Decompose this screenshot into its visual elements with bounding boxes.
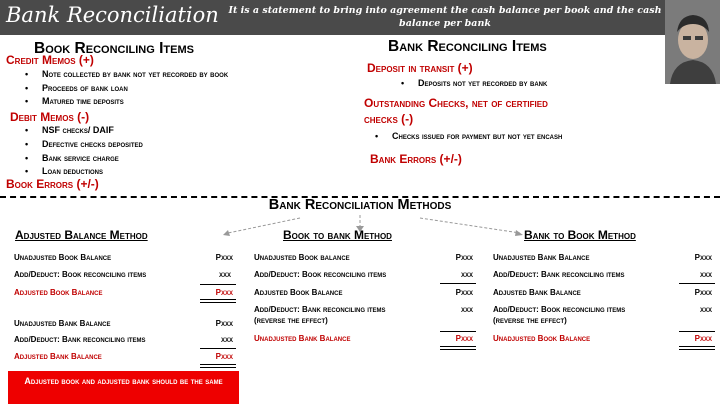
b2b-row-label: Add/Deduct: Bank reconciling items	[254, 305, 386, 314]
underline	[440, 283, 476, 284]
adj-row-value: Pxxx	[215, 352, 233, 361]
debit-item: • Loan deductions	[42, 166, 103, 176]
bank-to-book-heading: Bank to Book Method	[524, 228, 636, 242]
bk2b-row-label: Add/Deduct: Book reconciling items	[493, 305, 626, 314]
adj-row-label: Unadjusted Book Balance	[14, 253, 112, 262]
credit-memos-heading: Credit Memos (+)	[6, 53, 94, 67]
double-underline	[200, 299, 236, 303]
debit-item: • Bank service charge	[42, 153, 119, 163]
b2b-row-label: Unadjusted Book balance	[254, 253, 350, 262]
bk2b-row-value: Pxxx	[694, 253, 712, 262]
methods-heading: Bank Reconciliation Methods	[268, 197, 452, 213]
debit-memos-heading: Debit Memos (-)	[10, 110, 90, 124]
adj-row-value: Pxxx	[215, 319, 233, 328]
adj-row-value: Pxxx	[215, 253, 233, 262]
adj-row-label: Unadjusted Bank Balance	[14, 319, 111, 328]
bk2b-row-value: xxx	[699, 305, 712, 314]
b2b-row-value: xxx	[460, 305, 473, 314]
b2b-row-label: Add/Deduct: Book reconciling items	[254, 270, 387, 279]
deposit-transit-heading: Deposit in transit (+)	[367, 61, 473, 75]
bk2b-row-value: xxx	[699, 270, 712, 279]
bk2b-row-value: Pxxx	[694, 334, 712, 343]
credit-item: • Matured time deposits	[42, 96, 124, 106]
adj-row-label: Add/Deduct: Book reconciling items	[14, 270, 147, 279]
book-to-bank-heading: Book to bank Method	[283, 228, 392, 242]
debit-item: • Defective checks deposited	[42, 139, 143, 149]
arrow-right	[420, 218, 520, 233]
bank-items-heading: Bank Reconciling Items	[388, 38, 547, 55]
bk2b-row-label: Adjusted Bank Balance	[493, 288, 581, 297]
underline	[679, 331, 715, 332]
bk2b-row-label: Add/Deduct: Bank reconciling items	[493, 270, 625, 279]
bank-errors-heading: Bank Errors (+/-)	[370, 152, 462, 166]
book-items-heading: Book Reconciling Items	[34, 40, 194, 57]
note-box: Adjusted book and adjusted bank should be the same	[8, 371, 239, 404]
header-description: It is a statement to bring into agreement the cash balance per book and the cash balance per bank	[228, 5, 662, 29]
b2b-row-value: Pxxx	[455, 334, 473, 343]
double-underline	[200, 364, 236, 368]
b2b-row-label: Adjusted Book Balance	[254, 288, 343, 297]
b2b-row-label: Unadjusted Bank Balance	[254, 334, 351, 343]
credit-item: • Note collected by bank not yet recorded by book	[42, 69, 228, 79]
adj-row-value: Pxxx	[215, 288, 233, 297]
credit-item: • Proceeds of bank loan	[42, 83, 128, 93]
b2b-row-value: Pxxx	[455, 288, 473, 297]
debit-item: • NSF checks/ DAIF	[42, 125, 114, 135]
underline	[200, 284, 236, 285]
adjusted-method-heading: Adjusted Balance Method	[15, 228, 148, 242]
double-underline	[440, 346, 476, 350]
book-errors-heading: Book Errors (+/-)	[6, 177, 99, 191]
bk2b-row-label: Unadjusted Book Balance	[493, 334, 591, 343]
adj-row-value: xxx	[220, 335, 233, 344]
adj-row-label: Adjusted Book Balance	[14, 288, 103, 297]
b2b-row-value: xxx	[460, 270, 473, 279]
page-title: Bank Reconciliation	[6, 3, 219, 27]
underline	[440, 331, 476, 332]
bk2b-row-value: Pxxx	[694, 288, 712, 297]
b2b-row-value: Pxxx	[455, 253, 473, 262]
double-underline	[679, 346, 715, 350]
outstanding-checks-heading: Outstanding Checks, net of certified	[364, 96, 548, 110]
underline	[679, 283, 715, 284]
outstanding-checks-heading-cont: checks (-)	[364, 112, 414, 126]
deposit-item: • Deposits not yet recorded by bank	[418, 78, 547, 88]
adj-row-value: xxx	[218, 270, 231, 279]
underline	[200, 348, 236, 349]
adj-row-label: Adjusted Bank Balance	[14, 352, 102, 361]
bk2b-row-label-cont: (reverse the effect)	[493, 316, 567, 325]
outstanding-item: • Checks issued for payment but not yet encash	[392, 131, 562, 141]
adj-row-label: Add/Deduct: Bank reconciling items	[14, 335, 146, 344]
b2b-row-label-cont: (reverse the effect)	[254, 316, 328, 325]
bk2b-row-label: Unadjusted Bank Balance	[493, 253, 590, 262]
